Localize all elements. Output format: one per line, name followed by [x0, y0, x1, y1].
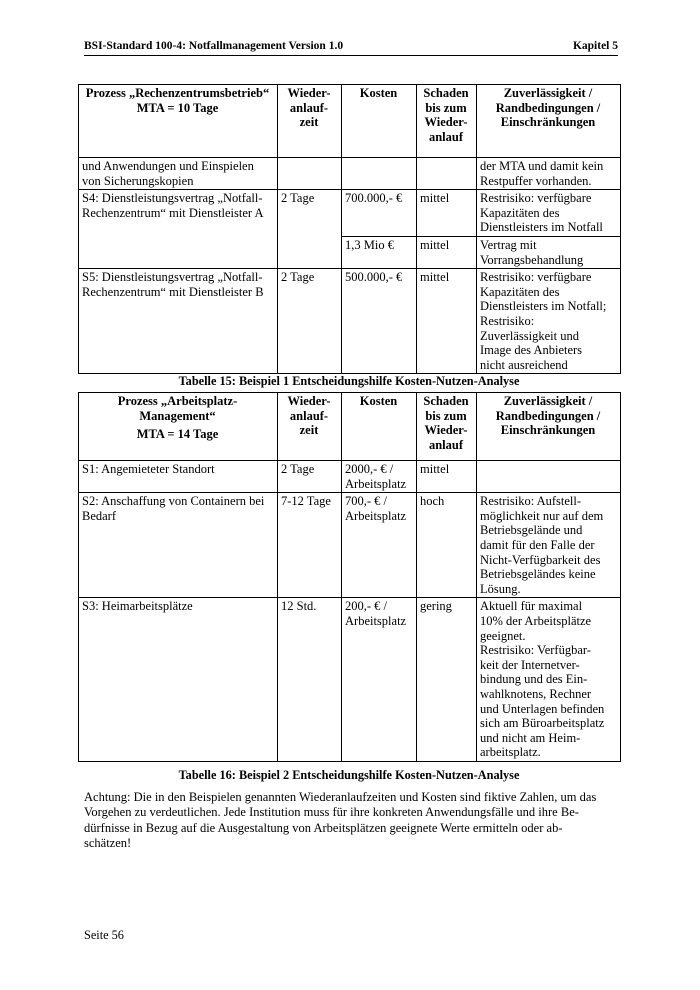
cell-process — [79, 190, 278, 269]
cell-text-line: von Sicherungskopien — [82, 173, 194, 188]
table-row — [79, 461, 621, 493]
cell-text-line: geeignet. — [480, 628, 526, 643]
cell-text-line: 700.000,- € — [345, 191, 403, 206]
table-15-header — [79, 85, 621, 158]
cell-text-line: mittel — [420, 237, 450, 252]
cell-text-line: Kapazitäten des — [480, 284, 560, 299]
cell-text-line: Einschränkungen — [500, 423, 596, 438]
cell-text-line: 200,- € / — [345, 599, 388, 614]
header-damage — [417, 393, 477, 461]
table-16-header — [79, 393, 621, 461]
cell-damage — [417, 598, 477, 762]
table-row — [79, 493, 621, 598]
note-line: schätzen! — [84, 835, 132, 850]
cell-text-line: Aktuell für maximal — [480, 599, 583, 614]
cell-damage — [417, 493, 477, 598]
header-restart-time — [278, 85, 342, 158]
cell-text-line: Dienstleisters im Notfall — [480, 220, 603, 235]
cell-process — [79, 269, 278, 374]
cell-text-line: gering — [420, 599, 452, 614]
cell-text-line: Betriebsgeländes keine — [480, 567, 596, 582]
cell-text-line: anlauf — [428, 129, 464, 144]
cell-text-line: bis zum — [425, 408, 467, 423]
cell-text-line: S4: Dienstleistungsvertrag „Notfall- — [82, 191, 263, 206]
cell-process — [79, 461, 278, 493]
cell-text-line: Management“ — [139, 408, 216, 423]
cell-text-line: Kosten — [359, 394, 398, 408]
cell-text-line: 2 Tage — [281, 191, 315, 206]
cell-restart-time — [278, 598, 342, 762]
cell-text-line: Rechenzentrum“ mit Dienstleister B — [82, 284, 264, 299]
cell-text-line: 1,3 Mio € — [345, 237, 394, 252]
cell-text-line: Kosten — [359, 86, 398, 100]
cell-text-line: Restrisiko: — [480, 313, 535, 328]
cell-text-line: Vertrag mit — [480, 237, 537, 252]
cell-text-line: Zuverlässigkeit / — [503, 394, 593, 408]
cell-text-line: anlauf- — [289, 408, 329, 423]
note-line: Achtung: Die in den Beispielen genannten Wiederanlaufzeiten und Kosten sind fiktive Zahlen, um das — [84, 790, 597, 804]
cell-reliability — [477, 461, 621, 493]
cell-process — [79, 598, 278, 762]
cell-costs — [342, 493, 417, 598]
cell-text-line: und Anwendungen und Einspielen — [82, 159, 254, 173]
cell-text-line: damit für den Falle der — [480, 537, 595, 552]
cell-text-line: bindung und des Ein- — [480, 672, 588, 687]
cell-restart-time — [278, 493, 342, 598]
cell-costs — [342, 236, 417, 268]
cell-costs — [342, 190, 417, 237]
cell-text-line: Zuverlässigkeit und — [480, 328, 579, 343]
cell-text-line: mittel — [420, 270, 450, 285]
cell-text-line: Arbeitsplatz — [345, 508, 407, 523]
header-costs — [342, 85, 417, 158]
cell-text-line: Schaden — [423, 86, 469, 100]
table-15 — [78, 84, 621, 374]
cell-text-line: Dienstleisters im Notfall; — [480, 299, 607, 314]
cell-restart-time — [278, 461, 342, 493]
cell-text-line: Arbeitsplatz — [345, 476, 407, 491]
note-line: dürfnisse in Bezug auf die Ausgestaltung von Arbeitsplätzen geeignete Werte ermitteln oder ab- — [84, 820, 563, 835]
cell-text-line: Restpuffer vorhanden. — [480, 173, 592, 188]
table-row — [79, 190, 621, 237]
cell-text-line: Vorrangsbehandlung — [480, 252, 584, 267]
cell-costs — [342, 269, 417, 374]
cell-text-line: zeit — [299, 115, 319, 130]
table-row — [79, 598, 621, 762]
cell-text-line: 700,- € / — [345, 494, 388, 509]
cell-damage — [417, 158, 477, 190]
cell-text-line: mittel — [420, 191, 450, 206]
header-restart-time — [278, 393, 342, 461]
cell-text-line: Rechenzentrum“ mit Dienstleister A — [82, 205, 264, 220]
cell-text-line: arbeitsplatz. — [480, 745, 541, 760]
cell-text-line: S2: Anschaffung von Containern bei — [82, 494, 265, 509]
header-costs — [342, 393, 417, 461]
header-damage — [417, 85, 477, 158]
cell-text-line: Einschränkungen — [500, 115, 596, 130]
header-process — [79, 85, 278, 158]
cell-text-line: Restrisiko: Aufstell- — [480, 494, 582, 509]
cell-text-line: 7-12 Tage — [281, 494, 331, 509]
cell-text-line: und nicht am Heim- — [480, 730, 581, 745]
cell-text-line: zeit — [299, 423, 319, 438]
cell-text-line: wahlknotens, Rechner — [480, 686, 592, 701]
cell-restart-time — [278, 158, 342, 190]
cell-process — [79, 493, 278, 598]
cell-damage — [417, 461, 477, 493]
cell-reliability — [477, 598, 621, 762]
cell-costs — [342, 158, 417, 190]
document-title: BSI-Standard 100-4: Notfallmanagement Version 1.0 — [84, 40, 344, 52]
cell-text-line: S3: Heimarbeitsplätze — [82, 599, 193, 614]
header-reliability — [477, 85, 621, 158]
cell-damage — [417, 236, 477, 268]
cell-text-line: MTA = 10 Tage — [136, 100, 219, 115]
cell-text-line: 2 Tage — [281, 462, 315, 476]
cell-reliability — [477, 158, 621, 190]
table-row — [79, 269, 621, 374]
note-paragraph — [84, 790, 619, 851]
cell-text-line: Wieder- — [287, 86, 331, 100]
cell-text-line: 2000,- € / — [345, 462, 394, 476]
cell-text-line: möglichkeit nur auf dem — [480, 508, 604, 523]
cell-reliability — [477, 493, 621, 598]
cell-text-line: mittel — [420, 462, 450, 476]
cell-reliability — [477, 190, 621, 237]
cell-text-line: Randbedingungen / — [495, 408, 601, 423]
cell-text-line: keit der Internetver- — [480, 657, 580, 672]
cell-text-line: S5: Dienstleistungsvertrag „Notfall- — [82, 270, 263, 285]
cell-text-line: Bedarf — [82, 508, 117, 523]
note-line: Vorgehen zu verdeutlichen. Jede Institution muss für ihre konkreten Anwendungsfälle und ihre Be- — [84, 805, 579, 820]
cell-restart-time — [278, 269, 342, 374]
cell-text-line: der MTA und damit kein — [480, 159, 604, 173]
header-reliability — [477, 393, 621, 461]
page-header — [84, 40, 618, 56]
cell-text-line: 10% der Arbeitsplätze — [480, 613, 592, 628]
chapter-label: Kapitel 5 — [572, 40, 618, 52]
cell-text-line: Image des Anbieters — [480, 343, 583, 358]
cell-costs — [342, 461, 417, 493]
cell-text-line: Kapazitäten des — [480, 205, 560, 220]
cell-restart-time — [278, 190, 342, 269]
table-16 — [78, 392, 621, 762]
cell-text-line: S1: Angemieteter Standort — [82, 462, 215, 476]
cell-text-line: anlauf — [428, 437, 464, 452]
cell-costs — [342, 598, 417, 762]
cell-text-line: Wieder- — [424, 423, 468, 438]
cell-process — [79, 158, 278, 190]
cell-text-line: Arbeitsplatz — [345, 613, 407, 628]
cell-text-line: Zuverlässigkeit / — [503, 86, 593, 100]
cell-text-line: Lösung. — [480, 581, 521, 596]
table-row — [79, 158, 621, 190]
table-16-caption: Tabelle 16: Beispiel 2 Entscheidungshilfe Kosten-Nutzen-Analyse — [178, 768, 520, 782]
cell-text-line: bis zum — [425, 100, 467, 115]
cell-text-line: sich am Büroarbeitsplatz — [480, 716, 605, 731]
cell-reliability — [477, 236, 621, 268]
cell-text-line: Wieder- — [287, 394, 331, 408]
cell-damage — [417, 269, 477, 374]
cell-text-line: Randbedingungen / — [495, 100, 601, 115]
cell-text-line: Restrisiko: verfügbare — [480, 270, 592, 285]
cell-text-line: und Unterlagen befinden — [480, 701, 605, 716]
cell-text-line: 12 Std. — [281, 599, 317, 614]
cell-text-line: Wieder- — [424, 115, 468, 130]
cell-text-line: Restrisiko: Verfügbar- — [480, 643, 591, 658]
cell-text-line: Prozess „Rechenzentrumsbetrieb“ — [85, 86, 270, 100]
header-process — [79, 393, 278, 461]
cell-text-line: Schaden — [423, 394, 469, 408]
cell-text-line: Nicht-Verfügbarkeit des — [480, 552, 601, 567]
page-number: Seite 56 — [84, 928, 124, 942]
cell-text-line: hoch — [420, 494, 445, 509]
cell-text-line: nicht ausreichend — [480, 357, 568, 372]
cell-text-line: Betriebsgelände und — [480, 523, 583, 538]
cell-text-line: MTA = 14 Tage — [136, 427, 219, 442]
cell-text-line: 500.000,- € — [345, 270, 403, 285]
table-15-caption: Tabelle 15: Beispiel 1 Entscheidungshilfe Kosten-Nutzen-Analyse — [178, 374, 520, 388]
cell-text-line: 2 Tage — [281, 270, 315, 285]
cell-text-line: Prozess „Arbeitsplatz- — [117, 394, 238, 408]
cell-text-line: anlauf- — [289, 100, 329, 115]
cell-damage — [417, 190, 477, 237]
cell-reliability — [477, 269, 621, 374]
cell-text-line: Restrisiko: verfügbare — [480, 191, 592, 206]
